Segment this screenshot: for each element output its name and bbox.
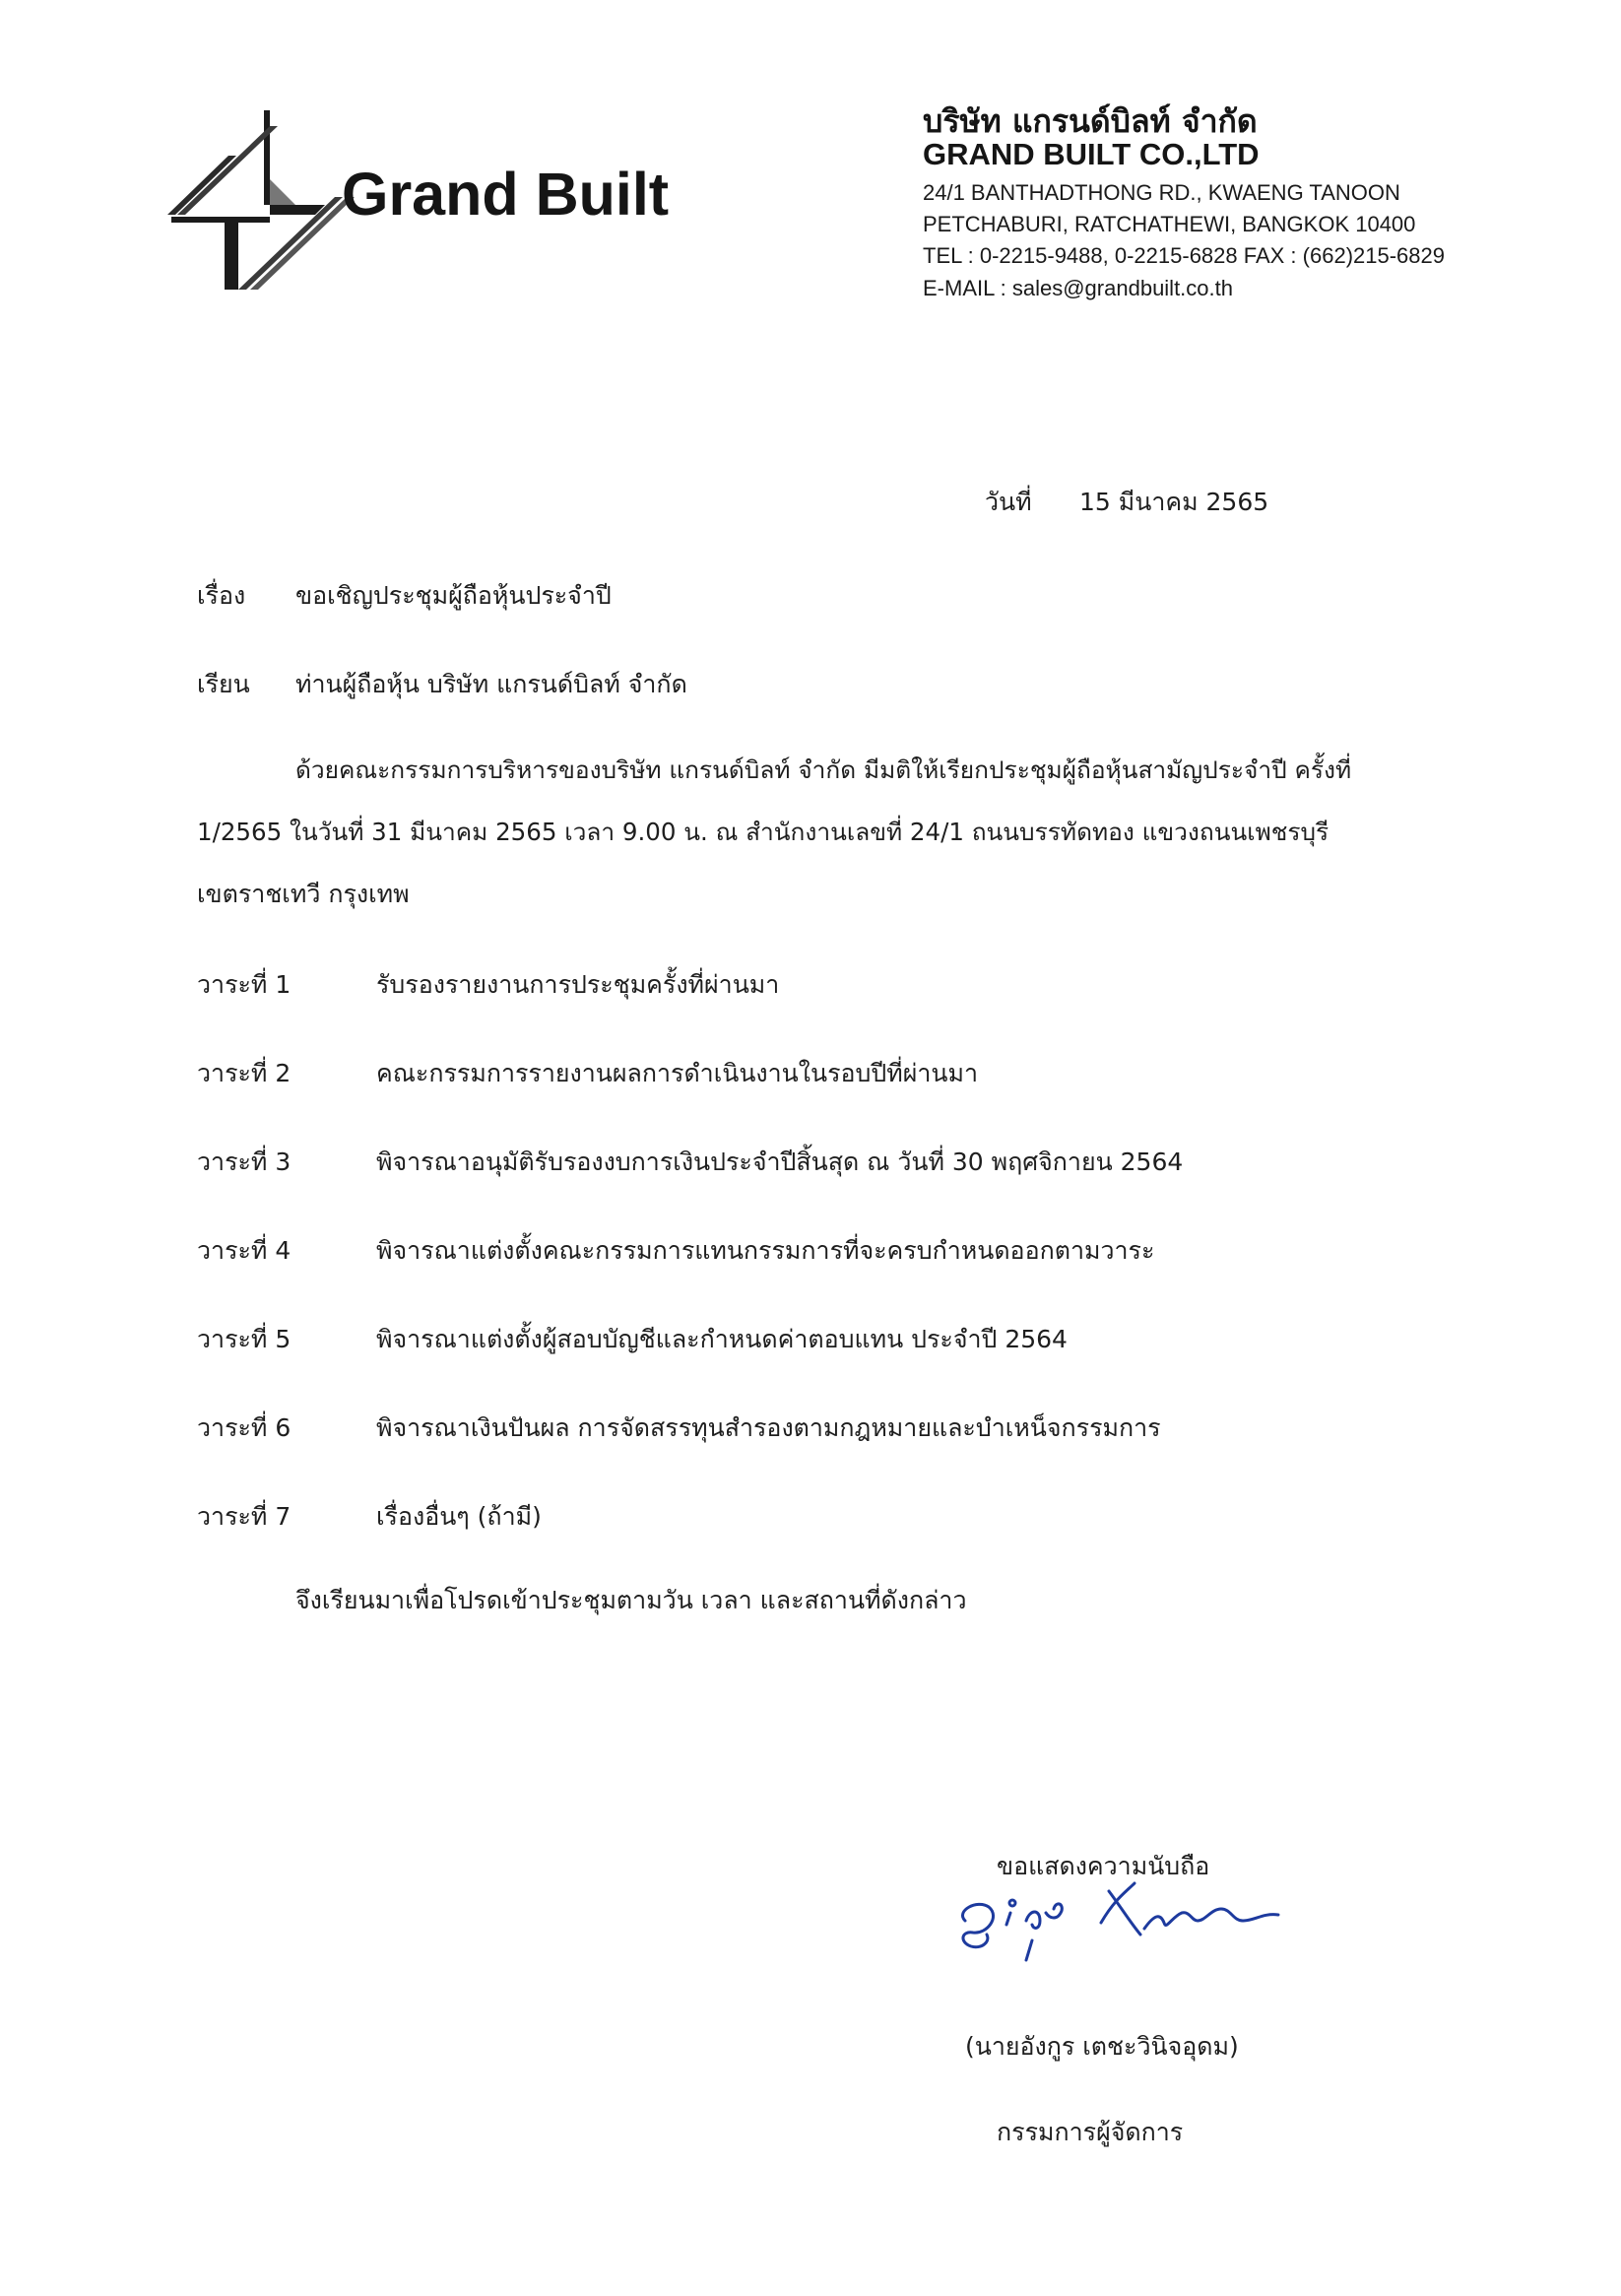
- phone-fax-line: TEL : 0-2215-9488, 0-2215-6828 FAX : (662)215-6829: [923, 243, 1445, 268]
- agenda-number: วาระที่ 7: [197, 1502, 292, 1531]
- address-line-2: PETCHABURI, RATCHATHEWI, BANGKOK 10400: [923, 212, 1416, 236]
- logo-wordmark: Grand Built: [342, 161, 670, 228]
- closing-text: จึงเรียนมาเพื่อโปรดเข้าประชุมตามวัน เวลา และสถานที่ดังกล่าว: [295, 1586, 967, 1614]
- subject-label: เรื่อง: [197, 581, 246, 610]
- agenda-number: วาระที่ 1: [197, 970, 292, 999]
- signature-image: [947, 1852, 1341, 1990]
- body-line-2: 1/2565 ในวันที่ 31 มีนาคม 2565 เวลา 9.00 น. ณ สำนักงานเลขที่ 24/1 ถนนบรรทัดทอง แขวงถนนเพชรบุรี: [197, 818, 1329, 846]
- recipient-text: ท่านผู้ถือหุ้น บริษัท แกรนด์บิลท์ จำกัด: [295, 670, 687, 698]
- agenda-text: พิจารณาอนุมัติรับรองงบการเงินประจำปีสิ้นสุด ณ วันที่ 30 พฤศจิกายน 2564: [376, 1148, 1184, 1176]
- body-line-1: ด้วยคณะกรรมการบริหารของบริษัท แกรนด์บิลท์ จำกัด มีมติให้เรียกประชุมผู้ถือหุ้นสามัญประจำปี ครั้งที่: [295, 755, 1352, 784]
- company-name-english: GRAND BUILT CO.,LTD: [923, 137, 1260, 171]
- agenda-text: รับรองรายงานการประชุมครั้งที่ผ่านมา: [376, 970, 780, 999]
- agenda-number: วาระที่ 5: [197, 1325, 292, 1353]
- email-line: E-MAIL : sales@grandbuilt.co.th: [923, 276, 1233, 300]
- company-name-thai: บริษัท แกรนด์บิลท์ จำกัด: [923, 102, 1258, 140]
- agenda-text: เรื่องอื่นๆ (ถ้ามี): [376, 1502, 542, 1531]
- date-label: วันที่: [985, 488, 1032, 516]
- agenda-text: พิจารณาเงินปันผล การจัดสรรทุนสำรองตามกฎหมายและบำเหน็จกรรมการ: [376, 1413, 1161, 1442]
- agenda-text: พิจารณาแต่งตั้งผู้สอบบัญชีและกำหนดค่าตอบแทน ประจำปี 2564: [376, 1325, 1068, 1353]
- regards-text: ขอแสดงความนับถือ: [997, 1852, 1210, 1880]
- recipient-label: เรียน: [197, 670, 250, 698]
- subject-text: ขอเชิญประชุมผู้ถือหุ้นประจำปี: [295, 581, 612, 610]
- agenda-number: วาระที่ 2: [197, 1059, 292, 1087]
- agenda-number: วาระที่ 6: [197, 1413, 292, 1442]
- agenda-number: วาระที่ 3: [197, 1148, 292, 1176]
- agenda-number: วาระที่ 4: [197, 1236, 292, 1265]
- body-line-3: เขตราชเทวี กรุงเทพ: [197, 880, 410, 908]
- agenda-text: คณะกรรมการรายงานผลการดำเนินงานในรอบปีที่ผ่านมา: [376, 1059, 979, 1087]
- agenda-text: พิจารณาแต่งตั้งคณะกรรมการแทนกรรมการที่จะครบกำหนดออกตามวาระ: [376, 1236, 1155, 1265]
- signer-name: (นายอังกูร เตชะวินิจอุดม): [965, 2032, 1239, 2061]
- address-line-1: 24/1 BANTHADTHONG RD., KWAENG TANOON: [923, 180, 1400, 205]
- date-value: 15 มีนาคม 2565: [1079, 488, 1269, 516]
- signer-title: กรรมการผู้จัดการ: [997, 2118, 1184, 2146]
